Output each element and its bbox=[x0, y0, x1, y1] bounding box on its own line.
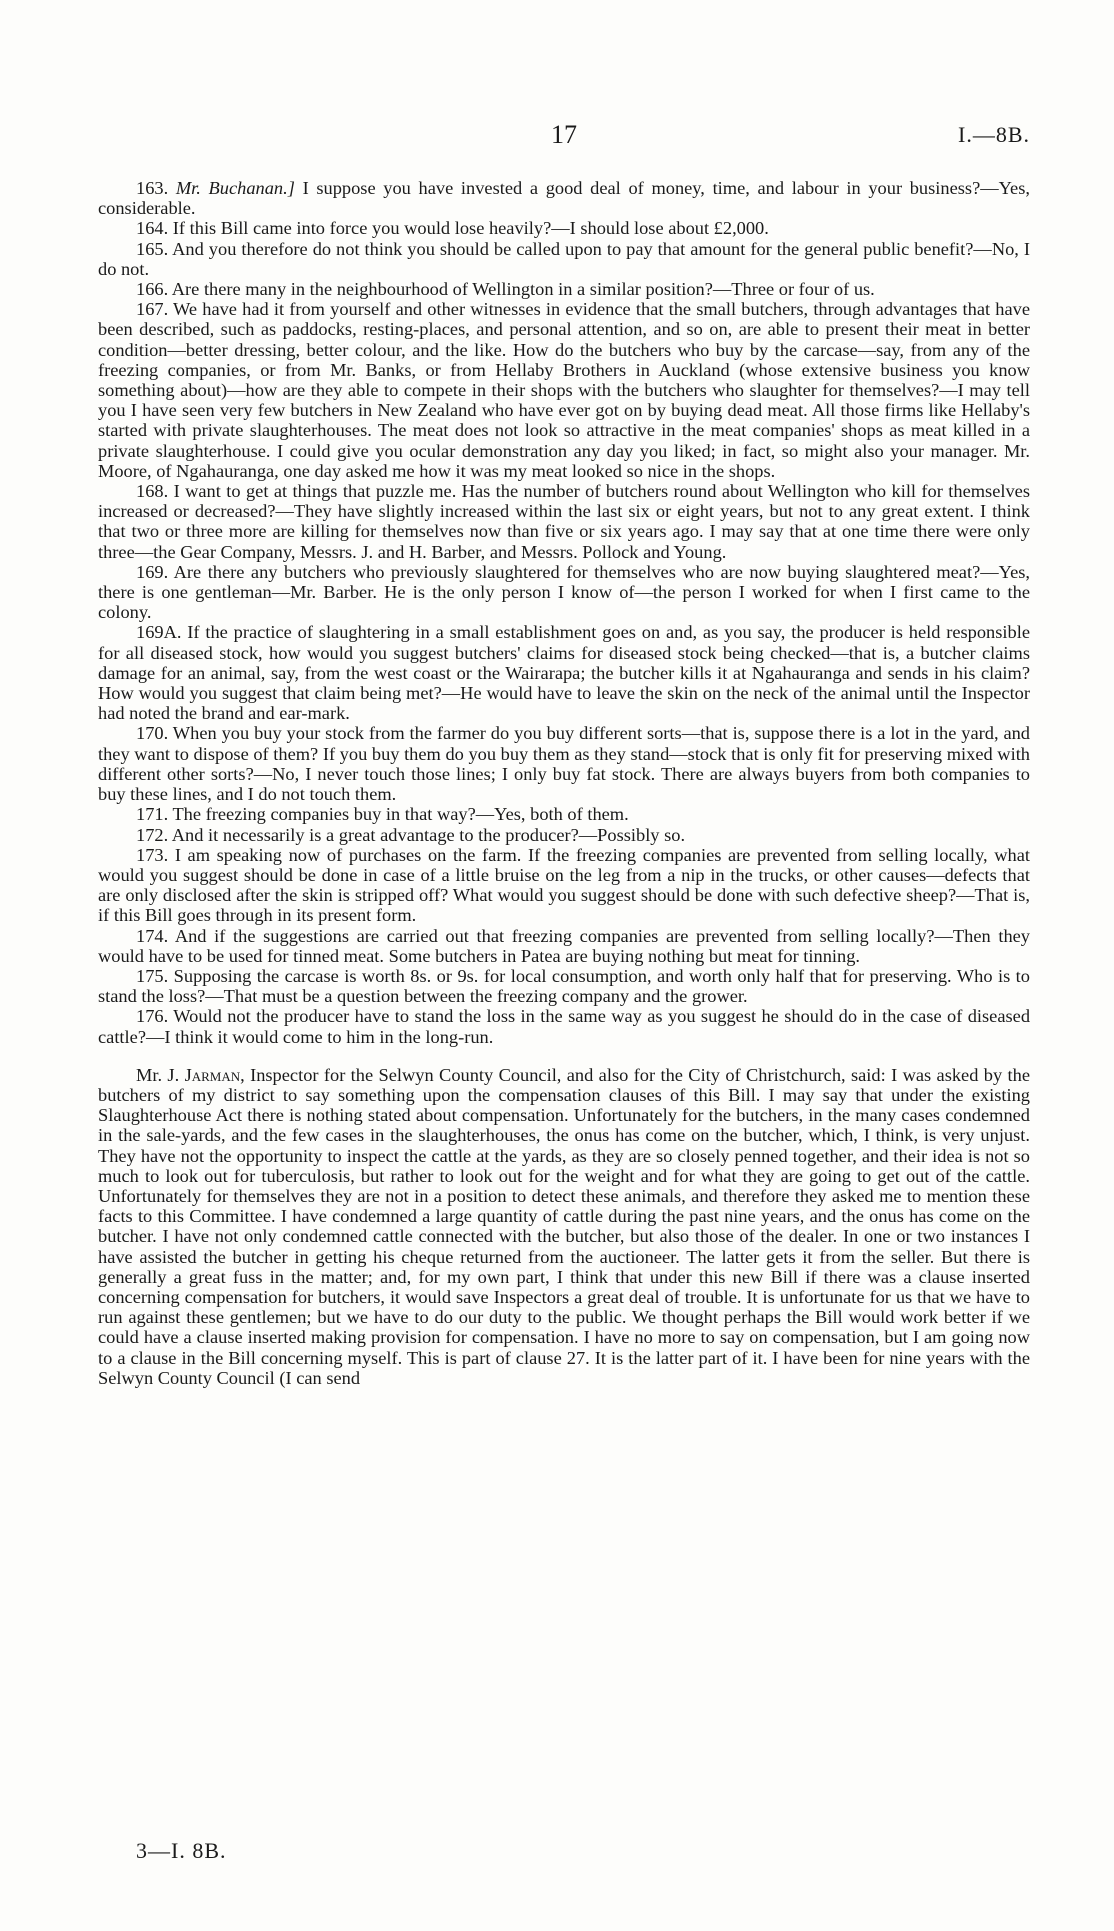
question-168 bbox=[98, 481, 1030, 562]
witness-statement-jarman bbox=[98, 1065, 1030, 1388]
question-167 bbox=[98, 299, 1030, 481]
question-172 bbox=[98, 825, 1030, 845]
page-number: 17 bbox=[551, 120, 577, 149]
question-169 bbox=[98, 562, 1030, 623]
question-number: 170. bbox=[136, 723, 169, 744]
witness-name: Jarman bbox=[184, 1064, 241, 1085]
question-number: 167. bbox=[136, 299, 169, 320]
question-163 bbox=[98, 178, 1030, 218]
question-text: Would not the producer have to stand the loss in the same way as you suggest he should do in the case of diseased cattle?—I think it would come to him in the long-run. bbox=[98, 1006, 1031, 1047]
question-text: If this Bill came into force you would lose heavily?—I should lose about £2,000. bbox=[172, 218, 769, 239]
question-170 bbox=[98, 723, 1030, 804]
question-text: Supposing the carcase is worth 8s. or 9s. for local consumption, and worth only half that for preserving. Who is to stand the loss?—That must be a question between the freezing company and the grower. bbox=[98, 965, 1030, 1007]
witness-statement-text: , Inspector for the Selwyn County Council, and also for the City of Christchurch, said: I was asked by the butchers of my district to say something upon the compensation clauses of this Bill. I may say that under the existing Slaughterhouse Act there is nothing stated about compensation. Unfortunately for the butchers, in the many cases condemned in the sale-yards, and the few cases in the slaughterhouses, the onus has come on the butcher, which, I think, is very unjust. They have not the opportunity to inspect the cattle at the yards, as they are so closely penned together, and their idea is not so much to look out for tuberculosis, but rather to look out for the weight and for what they are going to get out of the cattle. Unfortunately for themselves they are not in a position to detect these animals, and therefore they asked me to mention these facts to this Committee. I have condemned a large quantity of cattle during the past nine years, and the onus has come on the butcher. I have not only condemned cattle connected with the butcher, but also those of the dealer. In one or two instances I have assisted the butcher in getting his cheque returned from the auctioneer. The latter gets it from the seller. But there is generally a great fuss in the matter; and, for my own part, I think that under this new Bill if there was a clause inserted concerning compensation for butchers, it would save Inspectors a great deal of trouble. It is unfortunate for us that we have to run against these gentlemen; but we have to do our duty to the public. We thought perhaps the Bill would work better if we could have a clause inserted making provision for compensation. I have no more to say on compensation, but I am going now to a clause in the Bill concerning myself. This is part of clause 27. It is the latter part of it. I have been for nine years with the Selwyn County Council (I can send bbox=[98, 1064, 1030, 1388]
question-169a bbox=[98, 622, 1030, 723]
witness-prefix: Mr. J. bbox=[136, 1064, 180, 1085]
question-text: I want to get at things that puzzle me. Has the number of butchers round about Wellington who kill for themselves increased or decreased?—They have slightly increased within the last six or eight years, but not to any great extent. I think that two or three more are killing for themselves now than five or six years ago. I may say that at one time there were only three—the Gear Company, Messrs. J. and H. Barber, and Messrs. Pollock and Young. bbox=[98, 481, 1030, 562]
question-number: 164. bbox=[136, 218, 169, 239]
question-number: 165. bbox=[136, 238, 169, 259]
question-text: When you buy your stock from the farmer do you buy different sorts—that is, suppose there is a lot in the yard, and they want to dispose of them? If you buy them do you buy them as they stand—stock that is only fit for preserving mixed with different other sorts?—No, I never touch those lines; I only buy fat stock. There are always buyers from both companies to buy these lines, and I do not touch them. bbox=[98, 723, 1030, 805]
question-text: Are there many in the neighbourhood of Wellington in a similar position?—Three or four of us. bbox=[171, 279, 875, 300]
question-176 bbox=[98, 1006, 1030, 1046]
question-text: If the practice of slaughtering in a small establishment goes on and, as you say, the producer is held responsible for all diseased stock, how would you suggest butchers' claims for diseased stock being checked—that is, a butcher claims damage for an animal, say, from the west coast or the Wairarapa; the butcher kills it at Ngahauranga and sends in his claim? How would you suggest that claim being met?—He would have to leave the skin on the neck of the animal until the Inspector had noted the brand and ear-mark. bbox=[98, 622, 1030, 724]
question-number: 169. bbox=[136, 561, 169, 582]
question-text: I suppose you have invested a good deal of money, time, and labour in your business?—Yes, considerable. bbox=[98, 178, 1030, 219]
question-number: 168. bbox=[136, 481, 169, 502]
page-signature-mark: 3—I. 8B. bbox=[136, 1838, 227, 1863]
question-number: 173. bbox=[136, 844, 169, 865]
page-header bbox=[98, 120, 1030, 156]
question-text: Are there any butchers who previously slaughtered for themselves who are now buying slaughtered meat?—Yes, there is one gentleman—Mr. Barber. He is the only person I know of—the person I worked for when I first came to the colony. bbox=[98, 561, 1030, 623]
question-number: 172. bbox=[136, 824, 169, 845]
question-number: 166. bbox=[136, 279, 169, 300]
question-165 bbox=[98, 239, 1030, 279]
evidence-body bbox=[98, 178, 1030, 1388]
question-164 bbox=[98, 218, 1030, 238]
question-number: 163. bbox=[136, 178, 169, 198]
question-175 bbox=[98, 966, 1030, 1006]
question-speaker: Mr. Buchanan.] bbox=[175, 178, 295, 198]
question-number: 171. bbox=[136, 804, 169, 825]
question-166 bbox=[98, 279, 1030, 299]
question-171 bbox=[98, 804, 1030, 824]
question-text: And if the suggestions are carried out that freezing companies are prevented from selling locally?—Then they would have to be used for tinned meat. Some butchers in Patea are buying nothing but meat for tinning. bbox=[98, 925, 1030, 966]
question-174 bbox=[98, 926, 1030, 966]
question-text: And you therefore do not think you should be called upon to pay that amount for the general public benefit?—No, I do not. bbox=[98, 238, 1030, 279]
question-text: I am speaking now of purchases on the farm. If the freezing companies are prevented from selling locally, what would you suggest should be done in case of a little bruise on the leg from a nip in the trucks, or other causes—defects that are only disclosed after the skin is stripped off? What would you suggest should be done with such defective sheep?—That is, if this Bill goes through in its present form. bbox=[98, 844, 1030, 926]
question-text: We have had it from yourself and other witnesses in evidence that the small butchers, through advantages that have been described, such as paddocks, resting-places, and personal attention, and so on, are able to present their meat in better condition—better dressing, better colour, and the like. How do the butchers who buy by the carcase—say, from any of the freezing companies, or from Mr. Banks, or from Hellaby Brothers in Auckland (whose extensive business you know something about)—how are they able to compete in their shops with the butchers who slaughter for themselves?—I may tell you I have seen very few butchers in New Zealand who have ever got on by buying dead meat. All those firms like Hellaby's started with private slaughterhouses. The meat does not look so attractive in the meat companies' shops as meat killed in a private slaughterhouse. I could give you ocular demonstration any day you liked; in fact, so might also your manager. Mr. Moore, of Ngahauranga, one day asked me how it was my meat looked so nice in the shops. bbox=[98, 299, 1031, 481]
paper-series-reference: I.—8B. bbox=[958, 122, 1030, 147]
question-173 bbox=[98, 845, 1030, 926]
question-number: 169A. bbox=[136, 622, 182, 643]
question-number: 175. bbox=[136, 965, 169, 986]
question-text: The freezing companies buy in that way?—Yes, both of them. bbox=[172, 804, 629, 825]
question-text: And it necessarily is a great advantage to the producer?—Possibly so. bbox=[171, 824, 686, 845]
question-number: 176. bbox=[136, 1006, 169, 1027]
question-number: 174. bbox=[136, 925, 169, 946]
